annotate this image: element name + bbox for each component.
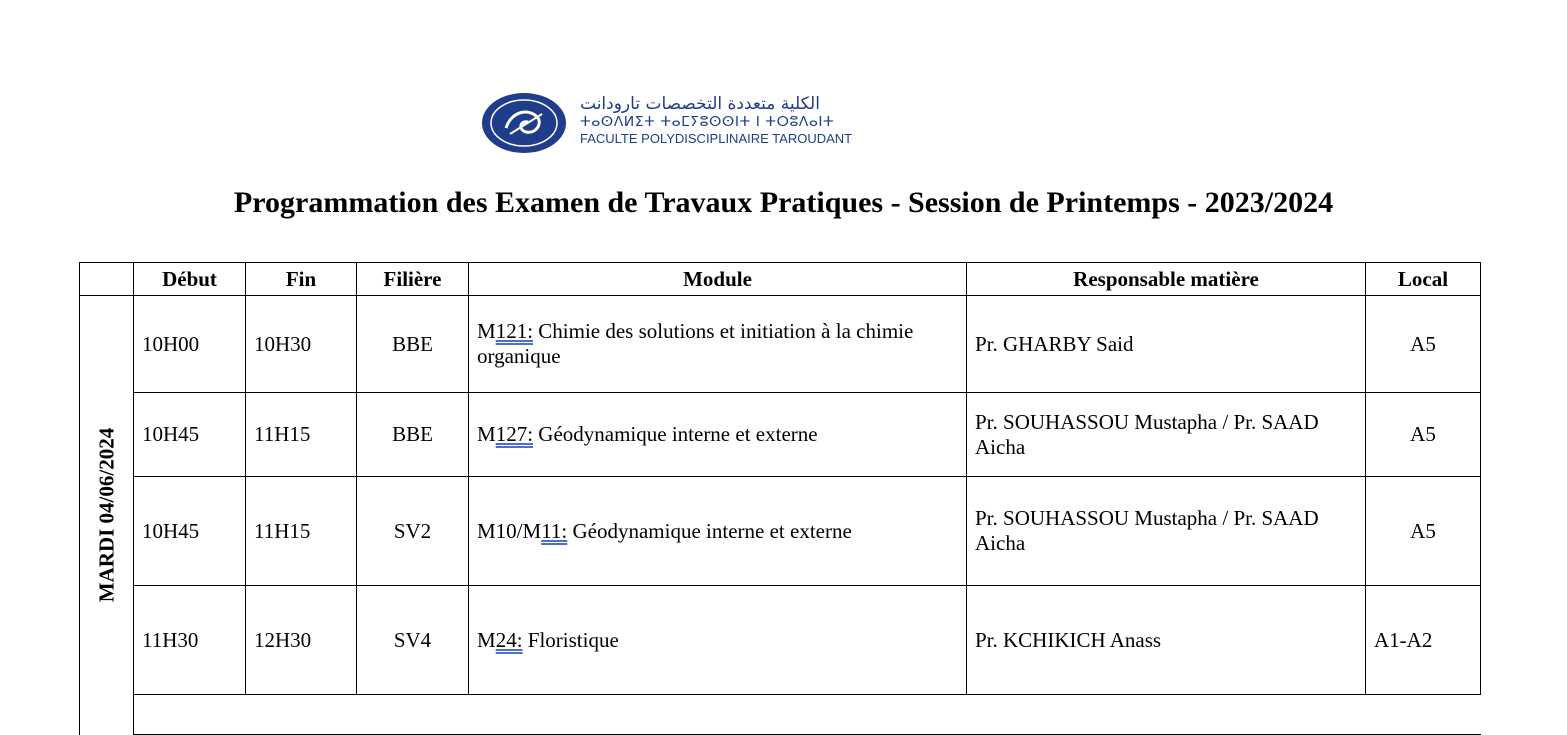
filiere-cell: SV2: [357, 477, 469, 586]
faculty-logo: [480, 92, 920, 154]
module-prefix: M: [477, 627, 496, 652]
logo-tifinagh-text: ⵜⴰⵙⴷⵍⵉⵜ ⵜⴰⵎⵢⵓⵙⵙⵏⵜ ⵏ ⵜⵔⵓⴷⴰⵏⵜ: [580, 114, 835, 130]
table-header-row: [80, 263, 1481, 296]
responsable-cell: Pr. GHARBY Said: [967, 296, 1366, 393]
responsable-cell: Pr. KCHIKICH Anass: [967, 586, 1366, 695]
filiere-cell: BBE: [357, 393, 469, 477]
filiere-cell: BBE: [357, 296, 469, 393]
day-cell: [80, 296, 134, 735]
debut-cell: 10H45: [134, 477, 246, 586]
module-prefix: M10/M: [477, 518, 542, 543]
module-prefix: M: [477, 319, 496, 343]
table-row: [80, 477, 1481, 586]
exam-schedule-table: [79, 262, 1481, 735]
local-cell: A5: [1366, 477, 1481, 586]
module-name: Floristique: [522, 627, 619, 652]
local-cell: A5: [1366, 296, 1481, 393]
header-filiere: Filière: [357, 263, 469, 296]
page-title: Programmation des Examen de Travaux Pratiques - Session de Printemps - 2023/2024: [233, 186, 1334, 219]
fin-cell: 10H30: [246, 296, 357, 393]
module-prefix: M: [477, 422, 496, 446]
fin-cell: 11H15: [246, 477, 357, 586]
header-day-cell: [80, 263, 134, 296]
module-code: 127:: [495, 422, 534, 446]
table-row: [80, 296, 1481, 393]
table-row-empty: [80, 695, 1481, 735]
table-row: [80, 586, 1481, 695]
logo-french-text: FACULTE POLYDISCIPLINAIRE TAROUDANT: [580, 131, 853, 146]
module-code: 121:: [495, 319, 534, 343]
module-cell: [469, 393, 967, 477]
header-module: Module: [469, 263, 967, 296]
module-cell: [469, 296, 967, 393]
module-name: Chimie des solutions et initiation à la chimie organique: [477, 319, 914, 368]
fin-cell: 12H30: [246, 586, 357, 695]
empty-cell: [134, 695, 1481, 735]
module-name: Géodynamique interne et externe: [567, 518, 852, 543]
responsable-cell: Pr. SOUHASSOU Mustapha / Pr. SAAD Aicha: [967, 477, 1366, 586]
logo-arabic-text: الكلية متعددة التخصصات تارودانت: [580, 94, 820, 114]
header-fin: Fin: [246, 263, 357, 296]
day-label: MARDI 04/06/2024: [94, 428, 118, 603]
header-debut: Début: [134, 263, 246, 296]
module-code: 11:: [541, 518, 568, 543]
module-name: Géodynamique interne et externe: [533, 422, 818, 446]
fin-cell: 11H15: [246, 393, 357, 477]
responsable-cell: Pr. SOUHASSOU Mustapha / Pr. SAAD Aicha: [967, 393, 1366, 477]
debut-cell: 10H00: [134, 296, 246, 393]
university-emblem-icon: [480, 92, 568, 154]
table-row: [80, 393, 1481, 477]
header-responsable: Responsable matière: [967, 263, 1366, 296]
module-code: 24:: [495, 627, 523, 652]
debut-cell: 10H45: [134, 393, 246, 477]
module-cell: [469, 586, 967, 695]
local-cell: A1-A2: [1366, 586, 1481, 695]
header-local: Local: [1366, 263, 1481, 296]
module-cell: [469, 477, 967, 586]
local-cell: A5: [1366, 393, 1481, 477]
filiere-cell: SV4: [357, 586, 469, 695]
debut-cell: 11H30: [134, 586, 246, 695]
